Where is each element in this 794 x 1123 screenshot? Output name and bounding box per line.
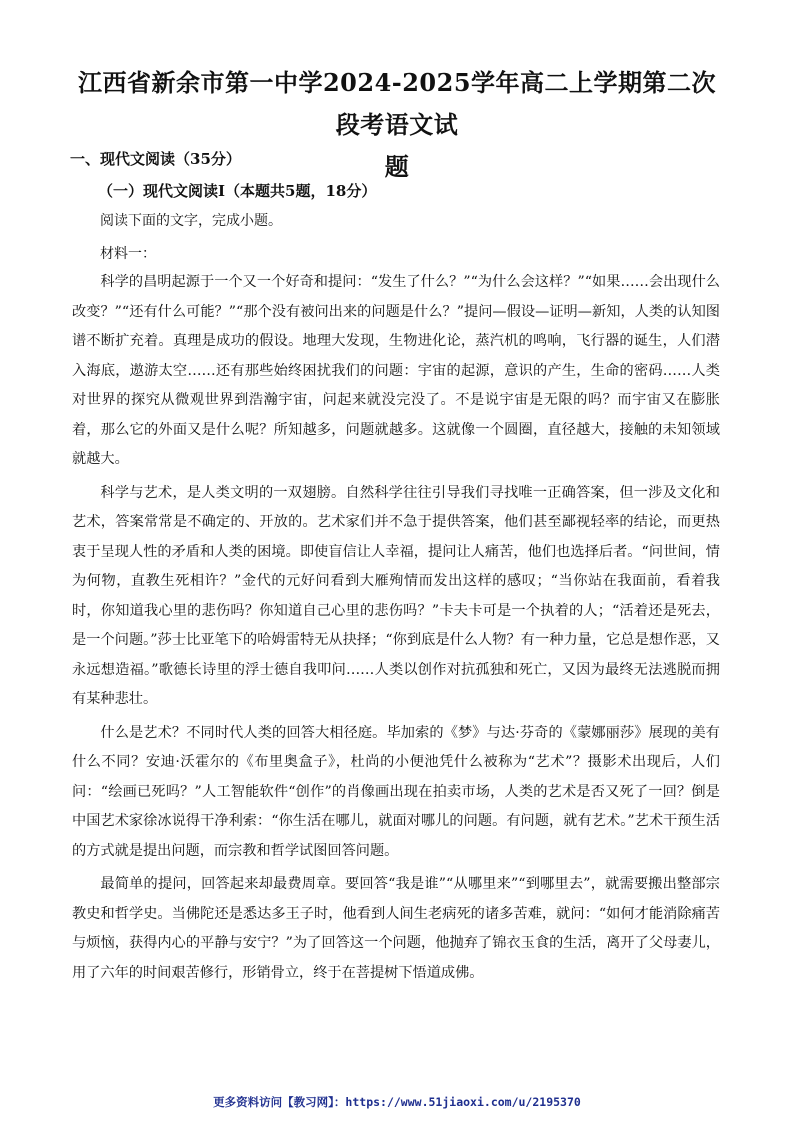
document-title-line-2: 题	[384, 152, 410, 181]
paragraph: 什么是艺术？不同时代人类的回答大相径庭。毕加索的《梦》与达·芬奇的《蒙娜丽莎》展现的美有什么不同？安迪·沃霍尔的《布里奥盒子》，杜尚的小便池凭什么被称为“艺术”？摄影术出现后，人们问：“绘画已死吗？”人工智能软件“创作”的肖像画出现在拍卖市场，人类的艺术是否又死了一回？倒是中国艺术家徐冰说得干净利索：“你生活在哪儿，就面对哪儿的问题。有问题，就有艺术。”艺术干预生活的方式就是提出问题，而宗教和哲学试图回答问题。	[72, 724, 720, 859]
subsection-heading-reading-1: （一）现代文阅读Ⅰ（本题共5题，18分）	[98, 182, 377, 200]
material-body	[72, 268, 720, 992]
section-heading-reading: 一、现代文阅读（35分）	[70, 150, 241, 168]
paragraph: 科学与艺术，是人类文明的一双翅膀。自然科学往往引导我们寻找唯一正确答案，但一涉及文化和艺术，答案常常是不确定的、开放的。艺术家们并不急于提供答案，他们甚至鄙视轻率的结论，而更热衷于呈现人性的矛盾和人类的困境。即使盲信让人幸福，提问让人痛苦，他们也选择后者。“问世间，情为何物，直教生死相许？”金代的元好问看到大雁殉情而发出这样的感叹；“当你站在我面前，看着我时，你知道我心里的悲伤吗？你知道自己心里的悲伤吗？”卡夫卡可是一个执着的人；“活着还是死去，是一个问题。”莎士比亚笔下的哈姆雷特无从抉择；“你到底是什么人物？有一种力量，它总是想作恶，又永远想造福。”歌德长诗里的浮士德自我叩问……人类以创作对抗孤独和死亡，又因为最终无法逃脱而拥有某种悲壮。	[72, 484, 720, 707]
footer-resource-link[interactable]: 更多资料访问【教习网】：https://www.51jiaoxi.com/u/2195370	[213, 1095, 581, 1109]
reading-instruction: 阅读下面的文字，完成小题。	[100, 213, 282, 229]
material-label: 材料一：	[100, 246, 156, 262]
paragraph: 科学的昌明起源于一个又一个好奇和提问：“发生了什么？”“为什么会这样？”“如果……会出现什么改变？”“还有什么可能？”“那个没有被问出来的问题是什么？”提问—假设—证明—新知，人类的认知图谱不断扩充着。真理是成功的假设。地理大发现，生物进化论，蒸汽机的鸣响，飞行器的诞生，人们潜入海底，遨游太空……还有那些始终困扰我们的问题：宇宙的起源，意识的产生，生命的密码……人类对世界的探究从微观世界到浩瀚宇宙，问起来就没完没了。不是说宇宙是无限的吗？而宇宙又在膨胀着，那么它的外面又是什么呢？所知越多，问题就越多。这就像一个圆圈，直径越大，接触的未知领域就越大。	[72, 274, 720, 467]
paragraph: 最简单的提问，回答起来却最费周章。要回答“我是谁”“从哪里来”“到哪里去”，就需要搬出整部宗教史和哲学史。当佛陀还是悉达多王子时，他看到人间生老病死的诸多苦难，就问：“如何才能消除痛苦与烦恼，获得内心的平静与安宁？”为了回答这一个问题，他抛弃了锦衣玉食的生活，离开了父母妻儿，用了六年的时间艰苦修行，形销骨立，终于在菩提树下悟道成佛。	[72, 876, 720, 981]
document-title-line-1: 江西省新余市第一中学2024-2025学年高二上学期第二次段考语文试	[77, 68, 717, 139]
